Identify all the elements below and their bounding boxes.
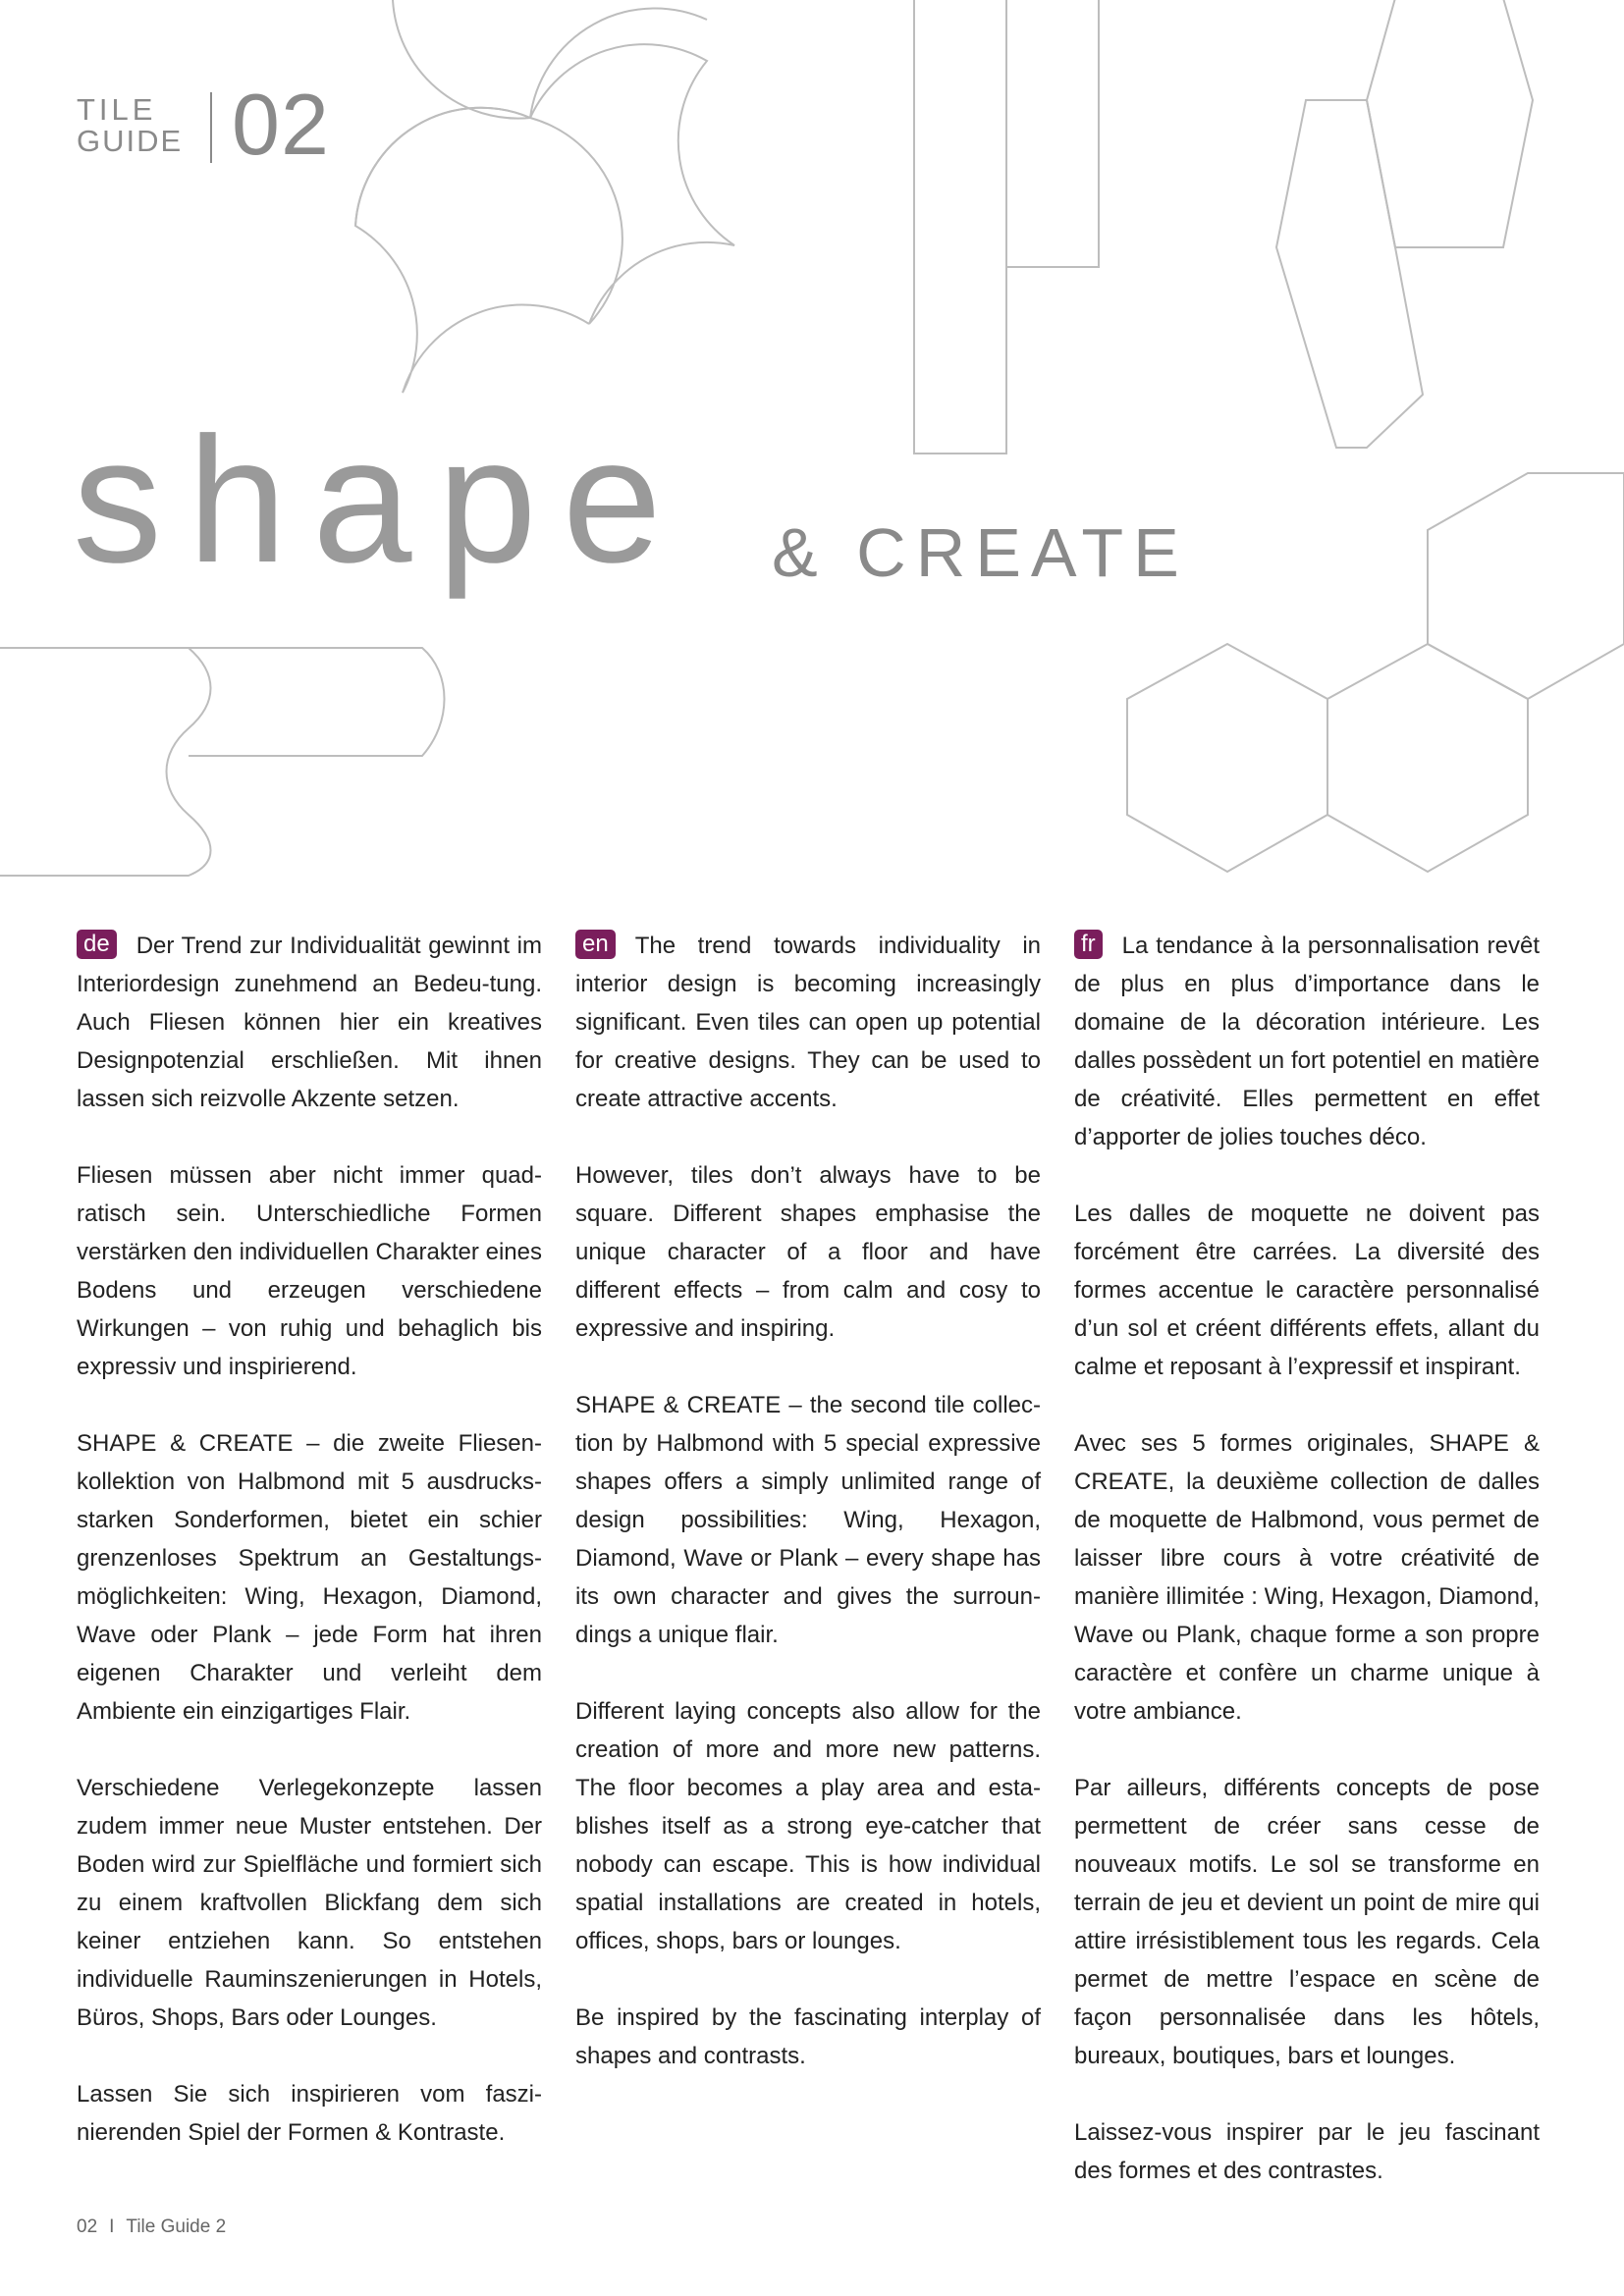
page-subtitle: & CREATE [772, 514, 1189, 591]
paragraph: Different laying concepts also allow for the creation of more and more new patterns. The floor becomes a play area and esta-blishes itself as a strong eye-catcher that nobody can escape. This is how individual spatial installations are created in hotels, offices, shops, bars or lounges. [575, 1698, 1041, 1954]
page-footer [77, 2216, 226, 2238]
paragraph-text: The trend towards individuality in interior design is becoming increasingly significant. Even tiles can open up potential for creative designs. They can be used to create attractive accents. [575, 933, 1041, 1112]
plank-tall [914, 0, 1006, 454]
tile-guide-label [77, 94, 194, 157]
language-badge-en: en [575, 930, 616, 959]
footer-separator: I [109, 2216, 115, 2237]
wing-shape-edge [355, 108, 530, 226]
language-badge-de: de [77, 930, 117, 959]
footer-title: Tile Guide 2 [126, 2216, 227, 2237]
paragraph: SHAPE & CREATE – die zweite Fliesen-kollektion von Halbmond mit 5 ausdrucks-starken Sonderformen, bietet ein schier grenzenloses Spektrum an Gestaltungs-möglichkeiten: Wing, Hexagon, Diamond, Wave oder Plank – jede Form hat ihren eigenen Charakter und verleiht dem Ambiente ein einzigartiges Flair. [77, 1430, 542, 1725]
paragraph: Lassen Sie sich inspirieren vom faszi-nierenden Spiel der Formen & Kontraste. [77, 2081, 542, 2146]
wave-tile-right [189, 648, 445, 756]
hexagon-left [1127, 644, 1327, 872]
diamond-shape-1 [1367, 0, 1533, 247]
paragraph: Fliesen müssen aber nicht immer quad-ratisch sein. Unterschiedliche Formen verstärken den individuellen Charakter eines Bodens und erzeugen verschiedene Wirkungen – von ruhig und behaglich bis expressiv und inspirierend. [77, 1162, 542, 1380]
header-divider [210, 92, 212, 163]
tile-label: TILE [77, 92, 157, 127]
paragraph-text: Der Trend zur Individualität gewinnt im Interiordesign zunehmend an Bedeu-tung. Auch Fliesen können hier ein kreatives Designpotenzial erschließen. Mit ihnen lassen sich reizvolle Akzente setzen. [77, 933, 542, 1112]
text-column-de [77, 927, 542, 2190]
hexagon-top [1428, 473, 1624, 699]
hexagon-right [1327, 644, 1528, 872]
diamond-shape-2 [1276, 100, 1423, 448]
plank-short [1006, 0, 1099, 267]
paragraph: SHAPE & CREATE – the second tile collec-tion by Halbmond with 5 special expressive shapes offers a simply unlimited range of design possibilities: Wing, Hexagon, Diamond, Wave or Plank – every shape has its own character and gives the surroun-dings a unique flair. [575, 1392, 1041, 1648]
page-number: 02 [77, 2216, 98, 2237]
paragraph [77, 927, 542, 1118]
wing-shape-top [393, 0, 707, 119]
paragraph [575, 927, 1041, 1118]
language-badge-fr: fr [1074, 930, 1103, 959]
page-title: shape [73, 400, 687, 600]
paragraph: Be inspired by the fascinating interplay of shapes and contrasts. [575, 2004, 1041, 2069]
paragraph: Par ailleurs, différents concepts de pose permettent de créer sans cesse de nouveaux motifs. Le sol se transforme en terrain de jeu et devient un point de mire qui attire irrésistiblement tous les regards. Cela permet de mettre l’espace en scène de façon personnalisée dans les hôtels, bureaux, boutiques, bars et lounges. [1074, 1775, 1540, 2069]
wing-shape-left [355, 108, 589, 393]
paragraph: Laissez-vous inspirer par le jeu fascinant des formes et des contrastes. [1074, 2119, 1540, 2184]
paragraph [1074, 927, 1540, 1156]
wing-shape-right [530, 44, 734, 324]
guide-number: 02 [232, 76, 330, 173]
wave-tile-left [0, 648, 211, 876]
paragraph: Verschiedene Verlegekonzepte lassen zudem immer neue Muster entstehen. Der Boden wird zur Spielfläche und formiert sich zu einem kraftvollen Blickfang dem sich keiner entziehen kann. So entstehen individuelle Rauminszenierungen in Hotels, Büros, Shops, Bars oder Lounges. [77, 1775, 542, 2031]
paragraph: Avec ses 5 formes originales, SHAPE & CREATE, la deuxième collection de dalles de moquette de Halbmond, vous permet de laisser libre cours à votre créativité de manière illimitée : Wing, Hexagon, Diamond, Wave ou Plank, chaque forme a son propre caractère et confère un charme unique à votre ambiance. [1074, 1430, 1540, 1725]
text-column-fr [1074, 927, 1540, 2228]
paragraph: Les dalles de moquette ne doivent pas forcément être carrées. La diversité des formes accentue le caractère personnalisé d’un sol et créent différents effets, allant du calme et reposant à l’expressif et inspirant. [1074, 1201, 1540, 1380]
paragraph: However, tiles don’t always have to be square. Different shapes emphasise the unique character of a floor and have different effects – from calm and cosy to expressive and inspiring. [575, 1162, 1041, 1342]
guide-label: GUIDE [77, 124, 184, 158]
paragraph-text: La tendance à la personnalisation revêt de plus en plus d’importance dans le domaine de la décoration intérieure. Les dalles possèdent un fort potentiel en matière de créativité. Elles permettent en effet d’apporter de jolies touches déco. [1074, 933, 1540, 1150]
text-column-en [575, 927, 1041, 2113]
